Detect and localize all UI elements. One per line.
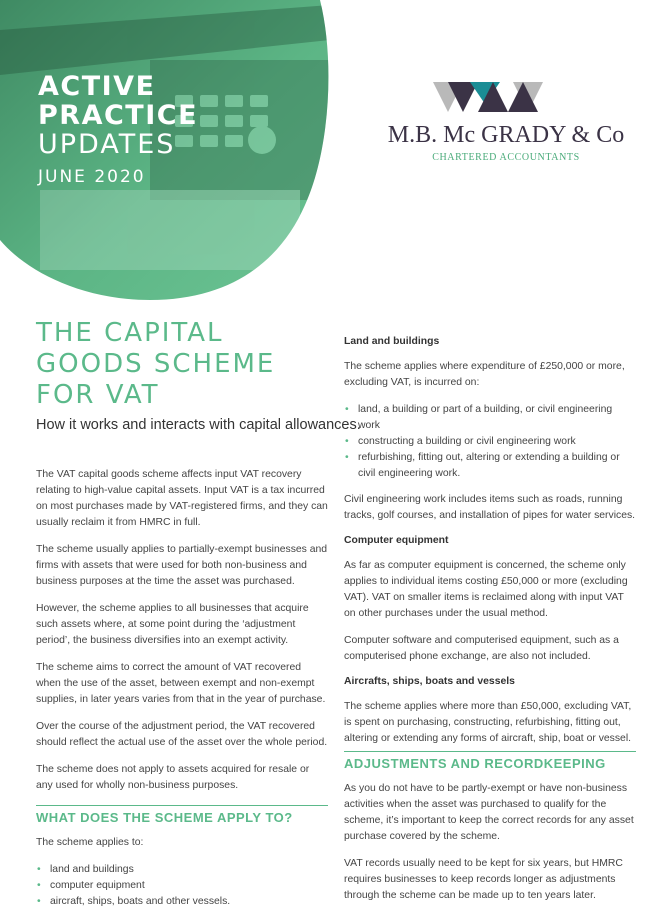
list-item: • land and buildings bbox=[36, 862, 328, 878]
intro-paragraph: The scheme aims to correct the amount of VAT recovered when the use of the asset, between exempt and non-exempt supplies, in later years varies from that in the year of purchase. bbox=[36, 662, 326, 705]
intro-paragraph: The VAT capital goods scheme affects input VAT recovery relating to high-value capital assets. Input VAT is a tax incurred on most purchases made by VAT-registered firms, and they can usually reclaim it from HMRC in full. bbox=[36, 469, 328, 528]
applies-lead: The scheme applies to: bbox=[36, 837, 144, 848]
land-paragraph: Civil engineering work includes items such as roads, running tracks, golf courses, and installation of pipes for water services. bbox=[344, 494, 636, 521]
subheading-computer: Computer equipment bbox=[344, 535, 449, 546]
list-item: • constructing a building or civil engineering work bbox=[344, 434, 636, 450]
article-subtitle: How it works and interacts with capital allowances. bbox=[36, 417, 361, 433]
adjustments-paragraph: As you do not have to be partly-exempt or have non-business activities when the asset was purchased to qualify for the scheme, it’s important to keep the correct records for any asset purchase covered by the scheme. bbox=[344, 783, 634, 842]
intro-paragraph: However, the scheme applies to all businesses that acquire such assets where, at some point during the ‘adjustment period’, the business diversifies into an exempt activity. bbox=[36, 603, 309, 646]
list-item: • aircraft, ships, boats and other vessels. bbox=[36, 894, 328, 910]
issue-date: JUNE 2020 bbox=[38, 167, 146, 187]
computer-paragraph: As far as computer equipment is concerned, the scheme only applies to individual items costing £50,000 or more (excluding VAT). VAT on smaller items is reclaimed along with input VAT on other purchases under the usual method. bbox=[344, 560, 628, 619]
list-item: • refurbishing, fitting out, altering or extending a building or civil engineering work. bbox=[344, 450, 636, 482]
subheading-land: Land and buildings bbox=[344, 336, 440, 347]
intro-paragraph: The scheme usually applies to partially-exempt businesses and firms with assets that were used for both non-business and business purposes at the time the asset was purchased. bbox=[36, 544, 328, 587]
list-item: • computer equipment bbox=[36, 878, 328, 894]
company-logo bbox=[386, 82, 626, 172]
applies-list bbox=[36, 862, 328, 910]
company-name: M.B. Mc GRADY & Co bbox=[387, 122, 625, 148]
land-paragraph: The scheme applies where expenditure of £250,000 or more, excluding VAT, is incurred on: bbox=[344, 361, 625, 388]
title-line-active: ACTIVE bbox=[38, 71, 156, 102]
subheading-vessels: Aircrafts, ships, boats and vessels bbox=[344, 676, 515, 687]
company-tagline: CHARTERED ACCOUNTANTS bbox=[432, 152, 580, 163]
intro-paragraph: Over the course of the adjustment period, the VAT recovered should reflect the actual use of the asset over the whole period. bbox=[36, 721, 328, 748]
title-line-practice: PRACTICE bbox=[38, 100, 199, 131]
section-heading-adjustments: ADJUSTMENTS AND RECORDKEEPING bbox=[344, 751, 636, 771]
logo-mark-icon bbox=[386, 82, 626, 116]
computer-paragraph: Computer software and computerised equipment, such as a computerised phone exchange, are also not included. bbox=[344, 635, 619, 662]
left-column bbox=[36, 318, 361, 920]
right-column bbox=[344, 336, 636, 915]
article-title: THE CAPITAL GOODS SCHEME FOR VAT bbox=[36, 318, 276, 410]
adjustments-paragraph: VAT records usually need to be kept for six years, but HMRC requires businesses to keep records longer as adjustments through the scheme can be made up to ten years later. bbox=[344, 858, 623, 901]
vessels-paragraph: The scheme applies where more than £50,000, excluding VAT, is spent on purchasing, constructing, refurbishing, fitting out, altering or extending any forms of aircraft, ship, boat or vessel. bbox=[344, 701, 632, 744]
land-list bbox=[344, 402, 636, 482]
newsletter-title bbox=[38, 72, 198, 187]
intro-paragraph: The scheme does not apply to assets acquired for resale or any used for wholly non-business purposes. bbox=[36, 764, 310, 791]
list-item: • land, a building or part of a building, or civil engineering work bbox=[344, 402, 636, 434]
section-heading-applies: WHAT DOES THE SCHEME APPLY TO? bbox=[36, 805, 328, 825]
title-line-updates: UPDATES bbox=[38, 129, 176, 160]
